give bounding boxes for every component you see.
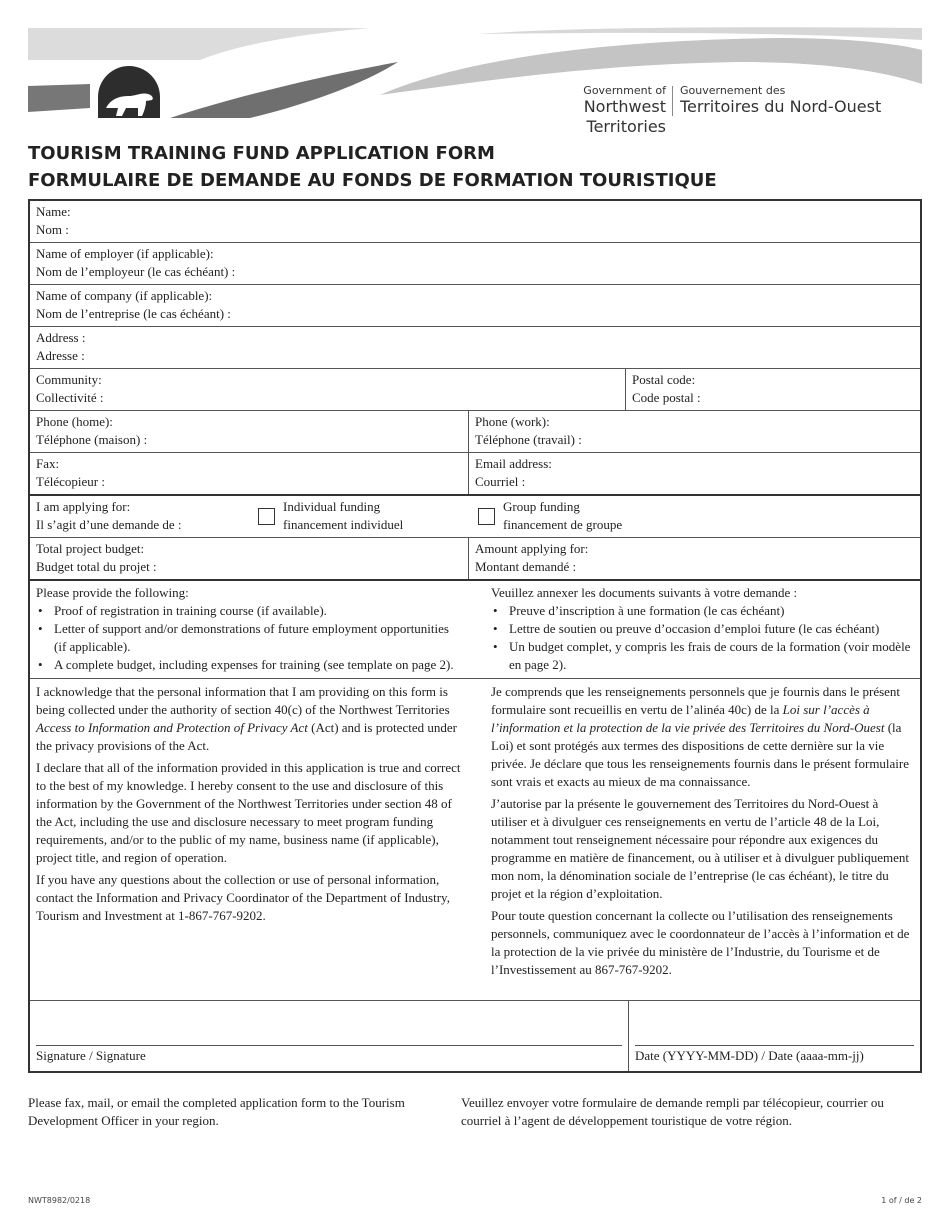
form-title-french: FORMULAIRE DE DEMANDE AU FONDS DE FORMATION TOURISTIQUE — [28, 170, 717, 191]
community-label-fr: Collectivité : — [36, 390, 104, 405]
text-run: I acknowledge that the personal information that I am providing on this form is being collected under the authority of section 40(c) of the Northwest Territories — [36, 684, 450, 717]
privacy-notice-english — [30, 679, 468, 1000]
gov-fr-small: Gouvernement des — [680, 84, 786, 97]
name-label-fr: Nom : — [36, 222, 69, 237]
row-employer — [30, 243, 920, 285]
act-name-fr: Loi sur l’accès à l’information et la protection de la vie privée des Territoires du Nord-Ouest — [491, 702, 885, 735]
submission-instructions-french: Veuillez envoyer votre formulaire de demande rempli par télécopieur, courrier ou courriel à l’agent de développement touristique de votre région. — [461, 1095, 884, 1128]
signature-field[interactable] — [30, 1001, 628, 1071]
application-form — [28, 199, 922, 1073]
documents-english — [30, 581, 468, 678]
amount-label-fr: Montant demandé : — [475, 559, 577, 574]
community-field[interactable] — [30, 369, 625, 410]
address-field[interactable] — [30, 327, 920, 368]
date-label: Date (YYYY-MM-DD) / Date (aaaa-mm-jj) — [635, 1048, 864, 1063]
individual-funding-checkbox[interactable] — [258, 508, 275, 525]
document-item: • A complete budget, including expenses for training (see template on page 2). — [36, 656, 462, 674]
documents-french — [468, 581, 920, 678]
budget-label-en: Total project budget: — [36, 541, 145, 556]
document-item: • Preuve d’inscription à une formation (le cas échéant) — [491, 602, 914, 620]
act-name-en: Access to Information and Protection of Privacy Act — [36, 720, 308, 735]
document-item: • Letter of support and/or demonstrations of future employment opportunities (if applicable). — [36, 620, 462, 656]
fax-field[interactable] — [30, 453, 468, 494]
privacy-paragraph-1-fr — [491, 683, 914, 791]
address-label-fr: Adresse : — [36, 348, 85, 363]
row-budget — [30, 538, 920, 581]
address-label-en: Address : — [36, 330, 86, 345]
date-field[interactable] — [628, 1001, 920, 1071]
amount-label-en: Amount applying for: — [475, 541, 589, 556]
text-run: Je comprends que les renseignements personnels que je fournis dans le présent formulaire sont recueillis en vertu de l’alinéa 40c) de la — [491, 684, 901, 717]
email-label-en: Email address: — [475, 456, 552, 471]
postal-label-fr: Code postal : — [632, 390, 701, 405]
amount-applying-field[interactable] — [468, 538, 920, 579]
government-name-english — [500, 84, 666, 137]
documents-list-fr — [491, 602, 914, 674]
privacy-paragraph-2-en: I declare that all of the information provided in this application is true and correct to the best of my knowledge. I hereby consent to the use and disclosure of this information by the Government of the Northwest Territories under section 48 of the Act, including the use and disclosure necessary to meet program funding requirements, and/or to the public of my name, business name (if applicable), project title, and region of operation. — [36, 760, 461, 865]
gov-en-small: Government of — [583, 84, 666, 97]
gov-fr-big: Territoires du Nord-Ouest — [680, 97, 882, 116]
group-funding-checkbox[interactable] — [478, 508, 495, 525]
individual-label-en: Individual funding — [283, 499, 381, 514]
row-applying-for — [30, 496, 920, 538]
individual-funding-option[interactable] — [258, 498, 478, 534]
applying-label-fr: Il s’agit d’une demande de : — [36, 517, 182, 532]
employer-label-en: Name of employer (if applicable): — [36, 246, 214, 261]
page-header — [0, 0, 950, 136]
documents-intro-fr: Veuillez annexer les documents suivants à votre demande : — [491, 585, 798, 600]
row-phone — [30, 411, 920, 453]
employer-label-fr: Nom de l’employeur (le cas échéant) : — [36, 264, 236, 279]
group-label-fr: financement de groupe — [503, 517, 623, 532]
budget-label-fr: Budget total du projet : — [36, 559, 157, 574]
postal-label-en: Postal code: — [632, 372, 696, 387]
privacy-paragraph-2-fr: J’autorise par la présente le gouvernement des Territoires du Nord-Ouest à utiliser et à divulguer ces renseignements en vertu de l’article 48 de la Loi, notamment tout renseignement nécessaire pour répondre aux exigences du programme en matière de financement, ou à utiliser et à divulguer publiquement mon nom, la dénomination sociale de l’entreprise (le cas échéant), le titre du projet et la région d’exploitation. — [491, 796, 910, 901]
signature-line — [36, 1045, 622, 1046]
company-field[interactable] — [30, 285, 920, 326]
postal-code-field[interactable] — [625, 369, 920, 410]
group-funding-option[interactable] — [478, 498, 622, 534]
document-item: • Un budget complet, y compris les frais de cours de la formation (voir modèle en page 2). — [491, 638, 914, 674]
company-label-en: Name of company (if applicable): — [36, 288, 213, 303]
documents-list-en — [36, 602, 462, 674]
date-line — [635, 1045, 914, 1046]
name-label-en: Name: — [36, 204, 71, 219]
company-label-fr: Nom de l’entreprise (le cas échéant) : — [36, 306, 231, 321]
page-number: 1 of / de 2 — [881, 1196, 922, 1205]
phone-home-field[interactable] — [30, 411, 468, 452]
form-title — [28, 140, 717, 194]
total-budget-field[interactable] — [30, 538, 468, 579]
applying-label-en: I am applying for: — [36, 499, 131, 514]
phone-home-label-fr: Téléphone (maison) : — [36, 432, 148, 447]
row-address — [30, 327, 920, 369]
row-signature — [30, 1001, 920, 1071]
phone-home-label-en: Phone (home): — [36, 414, 113, 429]
row-company — [30, 285, 920, 327]
privacy-paragraph-3-fr: Pour toute question concernant la collecte ou l’utilisation des renseignements personnels, communiquez avec le coordonnateur de l’accès à l’information et de la protection de la vie privée du ministère de l’Industrie, du Tourisme et de l’Investissement au 867-767-9202. — [491, 908, 910, 977]
phone-work-label-fr: Téléphone (travail) : — [475, 432, 582, 447]
text-run: (la Loi) et sont protégés aux termes des dispositions de cette dernière sur la vie privée. Je déclare que tous les renseignements fournis dans le présent formulaire sont vrais et exacts au mieux de ma connaissance. — [491, 720, 910, 789]
privacy-notice-french — [468, 679, 920, 1000]
document-item: • Lettre de soutien ou preuve d’occasion d’emploi future (le cas échéant) — [491, 620, 914, 638]
privacy-paragraph-3-en: If you have any questions about the collection or use of personal information, contact the Information and Privacy Coordinator of the Department of Industry, Tourism and Investment at 1-867-767-9202. — [36, 872, 450, 923]
row-documents — [30, 581, 920, 679]
row-fax-email — [30, 453, 920, 496]
document-item: • Proof of registration in training course (if available). — [36, 602, 462, 620]
row-community — [30, 369, 920, 411]
group-label-en: Group funding — [503, 499, 580, 514]
fax-label-fr: Télécopieur : — [36, 474, 105, 489]
fax-label-en: Fax: — [36, 456, 60, 471]
email-label-fr: Courriel : — [475, 474, 526, 489]
community-label-en: Community: — [36, 372, 102, 387]
employer-field[interactable] — [30, 243, 920, 284]
form-title-english: TOURISM TRAINING FUND APPLICATION FORM — [28, 143, 495, 164]
government-name-french — [680, 84, 890, 117]
signature-label: Signature / Signature — [36, 1048, 146, 1063]
row-name — [30, 201, 920, 243]
individual-label-fr: financement individuel — [283, 517, 404, 532]
submission-instructions-english: Please fax, mail, or email the completed application form to the Tourism Development Officer in your region. — [28, 1095, 405, 1128]
applying-for-section — [30, 496, 920, 537]
row-privacy-notice — [30, 679, 920, 1001]
header-divider — [672, 86, 673, 116]
nwt-polar-bear-logo — [96, 64, 162, 120]
phone-work-label-en: Phone (work): — [475, 414, 550, 429]
privacy-paragraph-1-en — [36, 683, 462, 755]
text-run: (Act) and is protected under the privacy provisions of the Act. — [36, 720, 457, 753]
name-field[interactable] — [30, 201, 920, 242]
documents-intro-en: Please provide the following: — [36, 585, 189, 600]
form-code: NWT8982/0218 — [28, 1196, 91, 1205]
gov-en-big: Northwest Territories — [583, 97, 666, 136]
email-field[interactable] — [468, 453, 920, 494]
phone-work-field[interactable] — [468, 411, 920, 452]
